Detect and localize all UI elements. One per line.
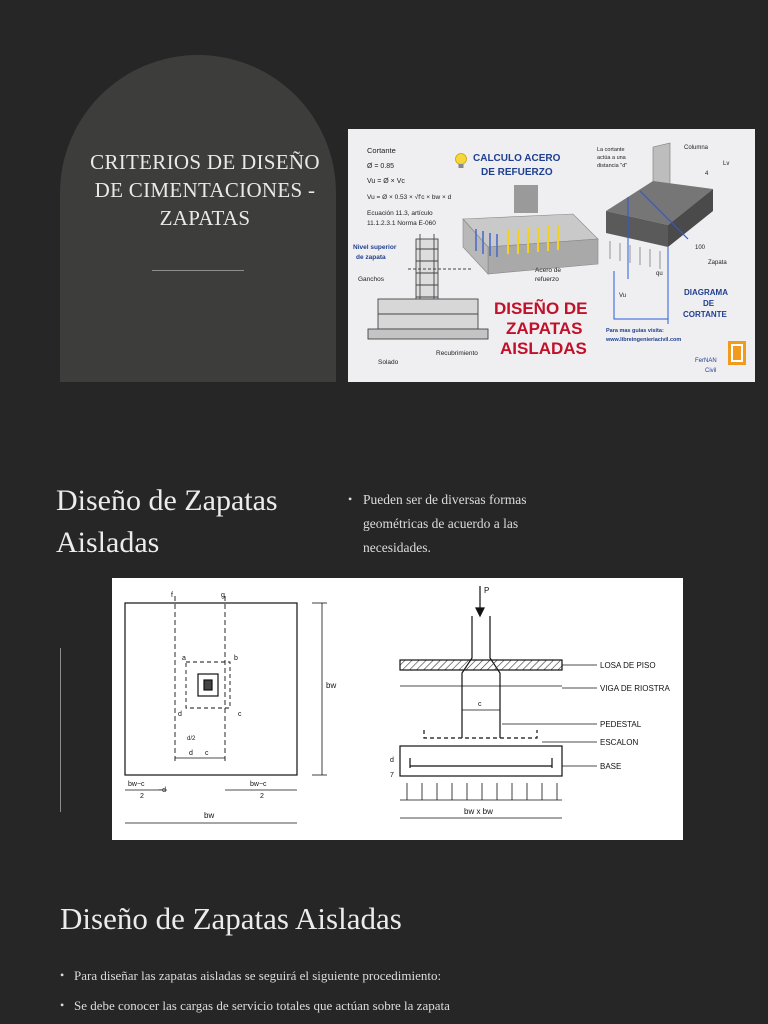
label-right-den: 2: [260, 793, 264, 800]
label-7: 7: [390, 772, 394, 779]
label-viga: VIGA DE RIOSTRA: [600, 684, 670, 693]
recubrimiento-label: Recubrimiento: [436, 350, 478, 357]
main-title-2: ZAPATAS: [506, 319, 583, 338]
label-d: d: [178, 711, 182, 718]
label-escalon: ESCALON: [600, 738, 639, 747]
lv-label: Lv: [723, 161, 730, 167]
lightbulb-icon: [456, 154, 467, 169]
main-title-1: DISEÑO DE: [494, 299, 588, 318]
nivel-label-1: Nivel superior: [353, 244, 397, 251]
nivel-label-2: de zapata: [356, 254, 386, 261]
label-bwxbw: bw x bw: [464, 807, 493, 816]
fernan-logo-icon: [728, 341, 746, 365]
label-losa: LOSA DE PISO: [600, 661, 656, 670]
dim-100: 100: [695, 245, 706, 251]
label-f: f: [171, 592, 173, 599]
label-left-minus: −d: [158, 787, 166, 794]
formula-3: Vu = Ø × 0.53 × √f'c × bw × d: [367, 194, 452, 201]
label-left-den: 2: [140, 793, 144, 800]
diagrama-2: DE: [703, 299, 715, 308]
main-title-3: AISLADAS: [500, 339, 587, 358]
brand-1: FerNAN: [695, 358, 717, 364]
title-underline: [152, 270, 244, 271]
formula-2: Vu = Ø × Vc: [367, 178, 405, 185]
label-pedestal: PEDESTAL: [600, 720, 642, 729]
label-base: BASE: [600, 762, 622, 771]
label-c: c: [238, 711, 242, 718]
calculo-title-1: CALCULO ACERO: [473, 153, 561, 164]
label-dd: d: [189, 750, 193, 757]
label-left-frac: bw−c: [128, 781, 145, 788]
visit-label: Para mas guias visita:: [606, 328, 664, 334]
rebar-footing-3d: [463, 185, 598, 274]
soil-pressure-arrows: [400, 783, 562, 800]
slide2-vertical-divider: [60, 648, 61, 812]
formula-4: Ecuación 11.3, artículo: [367, 210, 433, 217]
calculo-title-2: DE REFUERZO: [481, 167, 553, 178]
list-item: • Para diseñar las zapatas aisladas se seguirá el siguiente procedimiento:: [60, 961, 760, 991]
label-b: b: [234, 655, 238, 662]
formula-5: 11.1.2.3.1 Norma E-060: [367, 220, 436, 227]
dim-4: 4: [705, 171, 709, 177]
label-cc: c: [205, 750, 209, 757]
list-item: • Se debe conocer las cargas de servicio totales que actúan sobre la zapata: [60, 991, 760, 1021]
cortante-note-1: La cortante: [597, 147, 625, 153]
label-p: P: [484, 586, 490, 595]
vu-label: Vu: [619, 293, 627, 299]
footing-section-view: [400, 586, 597, 818]
slide2-title: Diseño de Zapatas Aisladas: [56, 484, 278, 559]
label-right-frac: bw−c: [250, 781, 267, 788]
diagrama-3: CORTANTE: [683, 310, 727, 319]
columna-label: Columna: [684, 145, 709, 151]
cortante-note-2: actúa a una: [597, 155, 626, 161]
label-bottom-bw: bw: [204, 811, 215, 820]
formula-1: Ø = 0.85: [367, 163, 395, 170]
acero-label-1: Acero de: [535, 267, 562, 274]
zapatas-infographic: [348, 129, 755, 382]
label-d2: d/2: [187, 736, 196, 742]
slide3-title: Diseño de Zapatas Aisladas: [60, 901, 402, 936]
acero-label-2: refuerzo: [535, 276, 559, 283]
label-c2: c: [478, 701, 482, 708]
label-g: g: [221, 592, 225, 599]
cortante-heading: Cortante: [367, 146, 396, 155]
brand-2: Civil: [705, 368, 717, 374]
solado-label: Solado: [378, 359, 399, 366]
slide2-bullet-list: [348, 488, 578, 560]
list-item: • Pueden ser de diversas formas geométricas de acuerdo a las necesidades.: [348, 488, 578, 560]
footing-technical-drawing: [112, 578, 683, 840]
footing-plan-view: [125, 596, 327, 823]
slide1-title: CRITERIOS DE DISEÑO DE CIMENTACIONES - ZAPATAS: [90, 150, 320, 230]
label-bw: bw: [326, 681, 337, 690]
qu-label: qu: [656, 271, 663, 277]
slide3-bullet-list: [60, 961, 760, 1021]
label-d3: d: [390, 757, 394, 764]
ganchos-label: Ganchos: [358, 276, 385, 283]
diagrama-1: DIAGRAMA: [684, 288, 728, 297]
label-a: a: [182, 655, 186, 662]
visit-url: www.libreingenieriacivil.com: [606, 337, 682, 343]
cortante-note-3: distancia "d": [597, 163, 628, 169]
zapata-label: Zapata: [708, 260, 727, 266]
